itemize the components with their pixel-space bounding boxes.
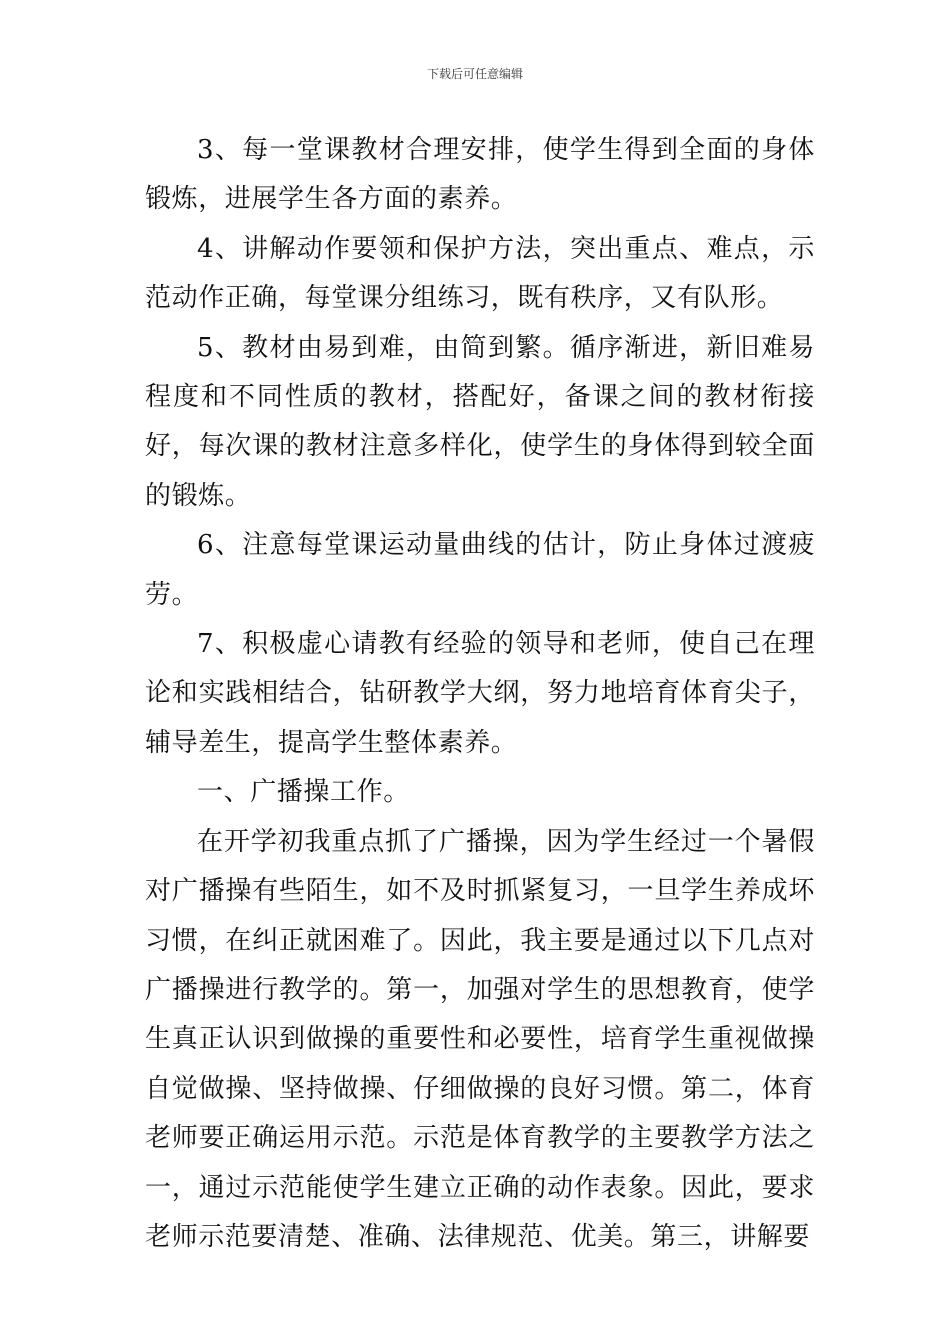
paragraph-item-7: 7、积极虚心请教有经验的领导和老师，使自己在理论和实践相结合，钻研教学大纲，努力地培育体育尖子，辅导差生，提高学生整体素养。: [145, 629, 815, 758]
paragraph-item-4: 4、讲解动作要领和保护方法，突出重点、难点，示范动作正确，每堂课分组练习，既有秩序，又有队形。: [145, 233, 815, 314]
paragraph-broadcast-exercise: 在开学初我重点抓了广播操，因为学生经过一个暑假对广播操有些陌生，如不及时抓紧复习，一旦学生养成坏习惯，在纠正就困难了。因此，我主要是通过以下几点对广播操进行教学的。第一，加强对学生的思想教育，使学生真正认识到做操的重要性和必要性，培育学生重视做操自觉做操、坚持做操、仔细做操的良好习惯。第二，体育老师要正确运用示范。示范是体育教学的主要教学方法之一，通过示范能使学生建立正确的动作表象。因此，要求老师示范要清楚、准确、法律规范、优美。第三，讲解要: [145, 826, 815, 1252]
document-body: [145, 126, 815, 1262]
paragraph-item-5: 5、教材由易到难，由简到繁。循序渐进，新旧难易程度和不同性质的教材，搭配好，备课之间的教材衔接好，每次课的教材注意多样化，使学生的身体得到较全面的锻炼。: [145, 332, 815, 511]
paragraph-item-6: 6、注意每堂课运动量曲线的估计，防止身体过渡疲劳。: [145, 530, 815, 610]
page-header: 下载后可任意编辑: [426, 67, 523, 81]
section-heading: 一、广播操工作。: [197, 777, 410, 808]
paragraph-item-3: 3、每一堂课教材合理安排，使学生得到全面的身体锻炼，进展学生各方面的素养。: [145, 135, 815, 215]
